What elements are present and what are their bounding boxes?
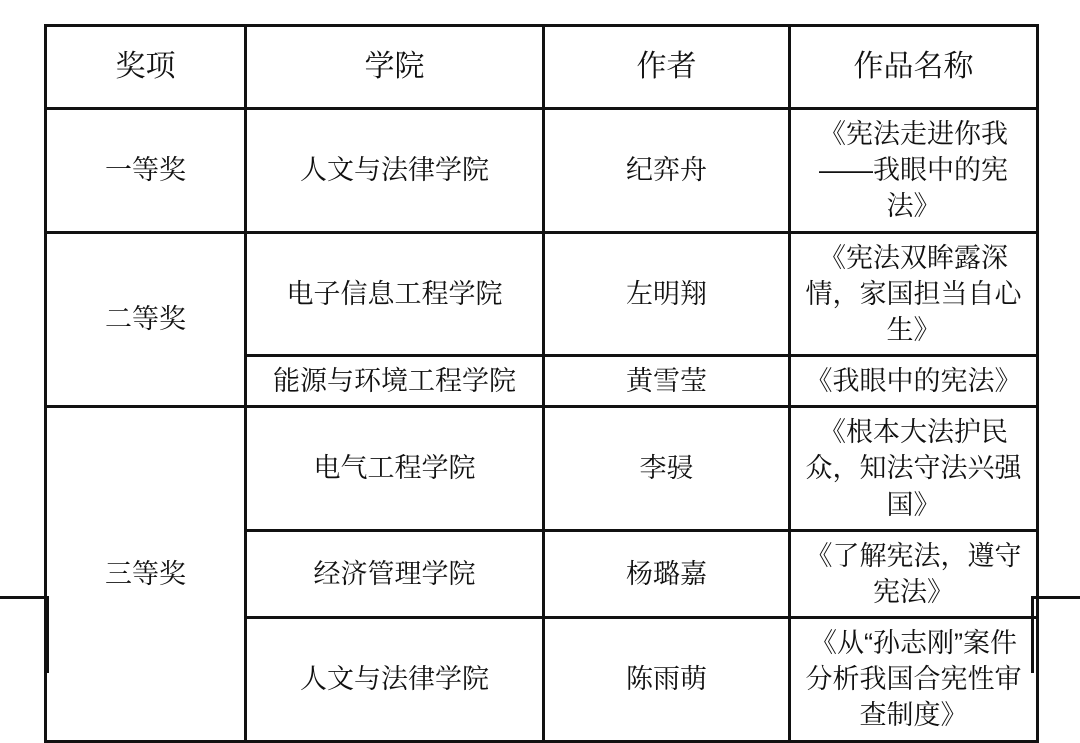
- table-row: [46, 109, 1038, 233]
- decorative-corner-left: [0, 596, 49, 673]
- cell-title: 《宪法双眸露深情，家国担当自心生》: [790, 232, 1038, 356]
- award-table: [44, 24, 1039, 743]
- table-body: [46, 109, 1038, 742]
- table-row: [46, 407, 1038, 531]
- cell-school: 经济管理学院: [246, 530, 544, 617]
- cell-author: 李骎: [544, 407, 790, 531]
- cell-school: 人文与法律学院: [246, 618, 544, 742]
- column-header-author: 作者: [544, 26, 790, 109]
- column-header-award: 奖项: [46, 26, 246, 109]
- cell-school: 电气工程学院: [246, 407, 544, 531]
- cell-title: 《根本大法护民众，知法守法兴强国》: [790, 407, 1038, 531]
- cell-author: 杨璐嘉: [544, 530, 790, 617]
- cell-school: 电子信息工程学院: [246, 232, 544, 356]
- cell-school: 能源与环境工程学院: [246, 356, 544, 407]
- cell-title: 《了解宪法，遵守宪法》: [790, 530, 1038, 617]
- table-row: [46, 232, 1038, 356]
- cell-author: 陈雨萌: [544, 618, 790, 742]
- cell-title: 《我眼中的宪法》: [790, 356, 1038, 407]
- cell-title: 《从“孙志刚”案件分析我国合宪性审查制度》: [790, 618, 1038, 742]
- column-header-title: 作品名称: [790, 26, 1038, 109]
- cell-author: 左明翔: [544, 232, 790, 356]
- cell-title: 《宪法走进你我——我眼中的宪法》: [790, 109, 1038, 233]
- cell-author: 纪弈舟: [544, 109, 790, 233]
- cell-author: 黄雪莹: [544, 356, 790, 407]
- table-header: [46, 26, 1038, 109]
- award-table-container: [44, 24, 1036, 743]
- column-header-school: 学院: [246, 26, 544, 109]
- award-group-label: 三等奖: [46, 407, 246, 741]
- award-group-label: 二等奖: [46, 232, 246, 407]
- table-header-row: [46, 26, 1038, 109]
- cell-school: 人文与法律学院: [246, 109, 544, 233]
- award-group-label: 一等奖: [46, 109, 246, 233]
